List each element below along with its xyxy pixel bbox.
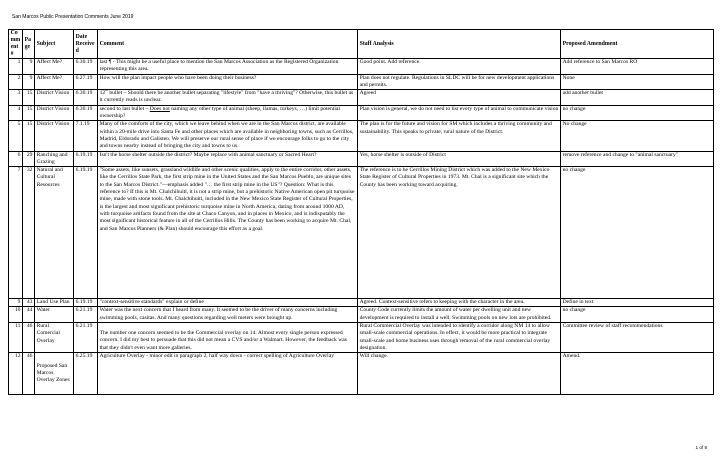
cell-page: 44 xyxy=(23,307,35,323)
comment-text: 12 xyxy=(99,90,106,97)
cell-page: 32 xyxy=(23,167,35,299)
cell-num: 11 xyxy=(9,323,23,353)
cell-page: 43 xyxy=(23,299,35,307)
cell-subject: District Vision xyxy=(35,105,74,121)
page-number: 1 of 8 xyxy=(695,445,707,450)
table-row xyxy=(9,299,714,307)
cell-date: 6.19.19 xyxy=(74,167,98,299)
cell-date: 6.21.19 xyxy=(74,307,98,323)
cell-comment: Agriculture Overlay - minor edit in paragraph 2, half way down - correct spelling of Agriculture Overlay xyxy=(98,353,358,395)
table-row xyxy=(9,323,714,353)
cell-date: 6.19.19 xyxy=(74,299,98,307)
cell-subject: Water xyxy=(35,307,74,323)
cell-comment: Water was the next concern that I heard from many. It seemed to be the driver of many concerns including swimming pools, casitas. And many questions regarding well meters were brought up. xyxy=(98,307,358,323)
cell-page: 29 xyxy=(23,151,35,167)
cell-page: 9 xyxy=(23,74,35,90)
cell-num: 9 xyxy=(9,299,23,307)
cell-num: 3 xyxy=(9,90,23,106)
table-row xyxy=(9,59,714,75)
cell-date: 6.19.19 xyxy=(74,151,98,167)
cell-page: 15 xyxy=(23,105,35,121)
cell-amendment: Committee review of staff recommendations xyxy=(561,323,714,353)
cell-comment: "context-sensitive standards" explain or define xyxy=(98,299,358,307)
cell-amendment: Define in text xyxy=(561,299,714,307)
cell-comment: "Some assets, like sunsets, grassland wildlife and other scenic qualities, apply to the entire corridor, other assets, like the Cerrillos State Park, the first strip mine in the United States and the San Marcos Pueblo, are unique sites to the San Marcos District."—emphasis added "… the first strip mine in the US"? Question: What is this reference to? If this is Mt. Chalchihuitl, it is not a strip mine, but a prehistoric Native American open pit turquoise mine, made with stone tools. Mt. Chalchihuitl, included in the New Mexico State Register of Cultural Properties, is the largest and most significant prehistoric turquoise mine in North America, dating from around 1000 AD, with turquoise artifacts found from the site at Chaco Canyon, and in places in Mexico, and is indisputably the most significant historical feature in all of the Cerrillos Hills. The County has been working to acquire Mt. Chal, and San Marcos Planners (& Plan) should encourage this effort as a goal. xyxy=(98,167,358,299)
cell-num: 12 xyxy=(9,353,23,395)
header-row xyxy=(9,30,714,59)
table-row xyxy=(9,307,714,323)
cell-analysis: Agreed. Context-sensitive refers to keeping with the character in the area. xyxy=(358,299,561,307)
cell-analysis: County Code currently limits the amount of water per dwelling unit and new development is required to install a well. Swimming pools on new lots are prohibited. xyxy=(358,307,561,323)
cell-subject: Natural and Cultural Resources xyxy=(35,167,74,299)
col-page: Page xyxy=(23,30,35,59)
cell-amendment: no change xyxy=(561,105,714,121)
cell-amendment: Amend. xyxy=(561,353,714,395)
cell-subject: Affect Me? xyxy=(35,59,74,75)
cell-subject: District Vision xyxy=(35,121,74,151)
cell-num: 2 xyxy=(9,74,23,90)
cell-comment: The number one concern seemed to be the Commercial overlay on 14. Almost every single person expressed concern. I did my best to persuade that this did not mean a CVS and/or a Walmart. However, the feedback was that they didn't even want more galleries. xyxy=(98,323,358,353)
table-row xyxy=(9,353,714,395)
cell-comment: Isn't the horse shelter outside the district? Maybe replace with animal sanctuary or Sacred Heart? xyxy=(98,151,358,167)
cell-subject: Land Use Plan xyxy=(35,299,74,307)
cell-amendment: add another bullet xyxy=(561,90,714,106)
cell-comment xyxy=(98,90,358,106)
col-date-received: Date Received xyxy=(74,30,98,59)
cell-date: 6.30.19 xyxy=(74,90,98,106)
table-row xyxy=(9,167,714,299)
table-row xyxy=(9,151,714,167)
col-proposed-amendment: Proposed Amendment xyxy=(561,30,714,59)
comment-text: naming any other type of animal (sheep, llamas, turkeys, …) limit potential ownership? xyxy=(99,105,340,120)
cell-subject: Proposed San Marcos Overlay Zones xyxy=(35,353,74,395)
table-row xyxy=(9,121,714,151)
table-row xyxy=(9,74,714,90)
comment-text: bullet – Should there be another bullet separating "lifestyle" from "have a thriving"? Otherwise, this bullet as it currently reads is unclear. xyxy=(99,90,354,104)
cell-analysis: Plan vision is general, we do not need to list every type of animal to communicate vision xyxy=(358,105,561,121)
cell-num: 10 xyxy=(9,307,23,323)
cell-analysis: Plan does not regulate. Regulations in SLDC will be for new development applications and permits. xyxy=(358,74,561,90)
cell-analysis: Good point. Add reference. xyxy=(358,59,561,75)
cell-subject: Rural Comercial Overlay xyxy=(35,323,74,353)
cell-num: 5 xyxy=(9,121,23,151)
col-comment-num: Comment # xyxy=(9,30,23,59)
cell-analysis: Will change. xyxy=(358,353,561,395)
cell-page: 46 xyxy=(23,323,35,353)
cell-analysis: Yes, horse shelter is outside of District xyxy=(358,151,561,167)
cell-analysis: Rural Commercial Overlay was intended to identify a corridor along NM 14 to allow small-scale commercial operations. In effect, it would be more practical to integrate small-scale and home business uses through removal of the rural commercial overlay designation. xyxy=(358,323,561,353)
cell-comment: Many of the comforts of the city, which we leave behind when we are in the San Marcos district, are available within a 20-mile drive into Santa Fe and other places which are available in neighboring towns, such as Cerrillos, Madrid, Eldorado and Galisteo. We will preserve our rural sense of place if we encourage folks to go to the city and towns nearby instead of bringing the city and towns to us. xyxy=(98,121,358,151)
cell-subject: District Vision xyxy=(35,90,74,106)
col-comment: Comment xyxy=(98,30,358,59)
underlined-text: Does not xyxy=(149,105,170,112)
cell-comment xyxy=(98,105,358,121)
cell-page: 9 xyxy=(23,59,35,75)
cell-amendment: None xyxy=(561,74,714,90)
cell-date: 6.27.19 xyxy=(74,74,98,90)
cell-date: 6.25.19 xyxy=(74,353,98,395)
cell-analysis: The reference is to he Cerrillos Mining District which was added to the New Mexico State Register of Cultural Properties in 1973. Mt. Chal is a significant site which the County has been working toward acquiring. xyxy=(358,167,561,299)
cell-comment: last ¶ - This might be a useful place to mention the San Marcos Association as the Registered Organization representing this area. xyxy=(98,59,358,75)
cell-analysis: The plan is for the future and vision for SM which includes a thriving community and sustainability. This speaks to private, rural nature of the District. xyxy=(358,121,561,151)
cell-date: 6.30.19 xyxy=(74,59,98,75)
table-row xyxy=(9,105,714,121)
cell-amendment: Add reference to San Marcos RO xyxy=(561,59,714,75)
cell-subject: Ranching and Grazing xyxy=(35,151,74,167)
cell-amendment: remove reference and change to "animal sanctuary" xyxy=(561,151,714,167)
comment-text: second to last bullet – xyxy=(99,105,150,112)
cell-subject: Affect Me? xyxy=(35,74,74,90)
cell-date: 7.1.19 xyxy=(74,121,98,151)
cell-date: 6.30.19 xyxy=(74,105,98,121)
cell-num: 7 xyxy=(9,167,23,299)
cell-amendment: No change xyxy=(561,121,714,151)
comments-table xyxy=(8,29,714,395)
cell-num: 1 xyxy=(9,59,23,75)
cell-num: 4 xyxy=(9,105,23,121)
cell-amendment: no change xyxy=(561,167,714,299)
col-subject: Subject xyxy=(35,30,74,59)
table-row xyxy=(9,90,714,106)
cell-page: 15 xyxy=(23,121,35,151)
cell-num: 6 xyxy=(9,151,23,167)
cell-comment: How will the plan impact people who have been doing their business? xyxy=(98,74,358,90)
cell-analysis: Agreed xyxy=(358,90,561,106)
cell-page: 15 xyxy=(23,90,35,106)
document-header: San Marcos Public Presentation Comments June 2019 xyxy=(12,14,134,20)
cell-amendment: no change xyxy=(561,307,714,323)
cell-page: 46 xyxy=(23,353,35,395)
col-staff-analysis: Staff Analysis xyxy=(358,30,561,59)
cell-date: 6.21.19 xyxy=(74,323,98,353)
ordinal-suffix: th xyxy=(105,89,108,93)
